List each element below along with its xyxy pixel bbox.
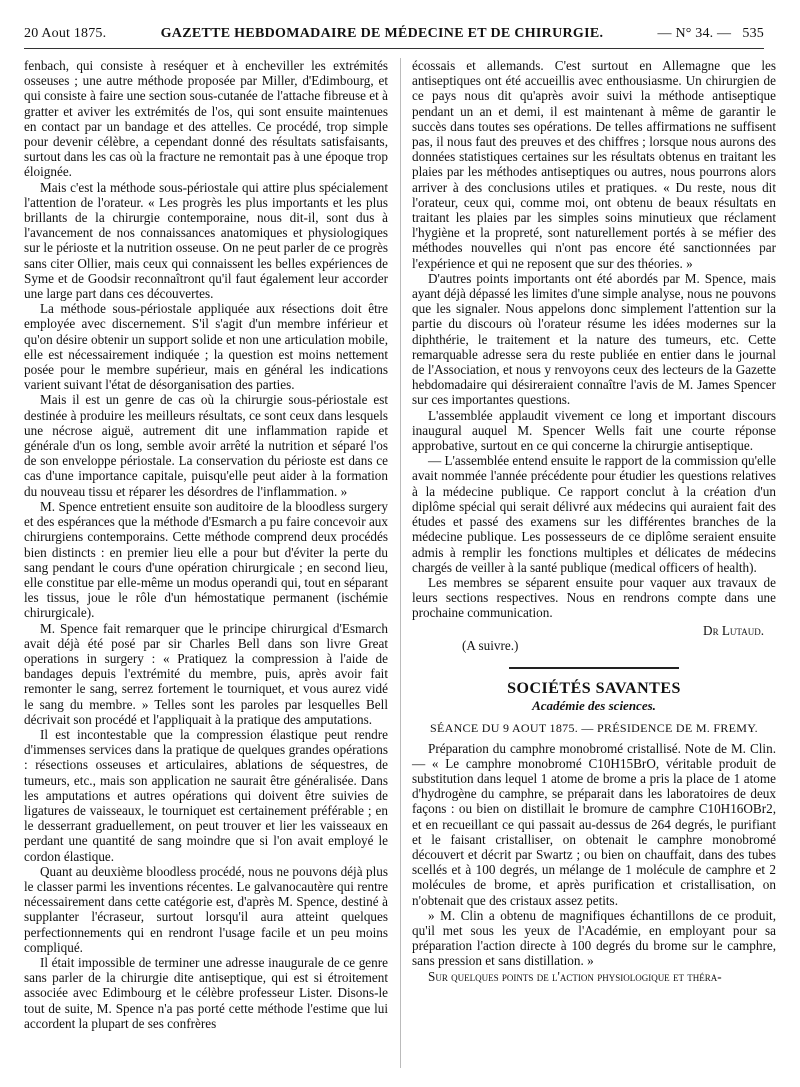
to-be-continued: (A suivre.) (462, 637, 519, 653)
running-header (24, 26, 764, 46)
paragraph: écossais et allemands. C'est surtout en Allemagne que les antiseptiques ont été accueillis avec enthousiasme. Un chirurgien de ce pays nous dit qu'après avoir suivi la méthode antiseptique pendant un an et demi, il est maintenant à même de garantir le succès dans toutes ses opérations. De telles affirmations ne suffisent pas, il nous faut des preuves et des chiffres ; lorsque nous aurons des données statistiques certaines sur les résultats obtenus en traitant les plaies par les méthodes antiseptiques ou autres, nous pourrons alors arriver à des conclusions utiles et pratiques. « Du reste, nous dit l'orateur, ceux qui, comme moi, ont obtenu de beaux résultats en traitant les plaies par les simples soins minutieux que réclament l'hygiène et la propreté, sont naturellement portés à se méfier des méthodes nouvelles qui n'ont pas encore été sanctionnées par l'expérience et qui ne reposent que sur des théories. » (412, 58, 776, 271)
journal-title: GAZETTE HEBDOMADAIRE DE MÉDECINE ET DE CHIRURGIE. (160, 26, 604, 41)
page-number: 535 (742, 26, 764, 41)
paragraph: — L'assemblée entend ensuite le rapport de la commission qu'elle avait nommée l'année précédente pour étudier les questions relatives à la médecine publique. Ce rapport conclut à la création d'un diplôme spécial qui serait délivré aux médecins qui auraient fait des études et passé des examens sur les différentes branches de la médecine publique. Les possesseurs de ce diplôme seraient ensuite admis à remplir les fonctions multiples et délicates de médecins chargés de veiller à la santé publique (medical officers of health). (412, 453, 776, 575)
section-title: SOCIÉTÉS SAVANTES (507, 679, 681, 697)
paragraph: Mais c'est la méthode sous-périostale qui attire plus spécialement l'attention de l'orateur. « Les progrès les plus importants et les plus brillants de la chirurgie contemporaine, nous dit-il, sont dus à l'avancement de nos connaissances anatomiques et physiologiques sur le périoste et la nutrition osseuse. On ne peut parler de ce progrès sans citer Ollier, mais ceux qui connaissent les belles expériences de Syme et de Goodsir reconnaîtront qu'il faut également leur accorder une large part dans ces découvertes. (24, 179, 389, 302)
header-rule (24, 48, 764, 49)
author-signature: Dr Lutaud. (703, 622, 764, 638)
column-divider (400, 58, 401, 1068)
section-subtitle: Académie des sciences. (532, 698, 656, 714)
paragraph: M. Spence entretient ensuite son auditoire de la bloodless surgery et des espérances que la méthode d'Esmarch a pu faire concevoir aux chirurgiens contemporains. Cette méthode comprend deux procédés bien distincts : en premier lieu elle a pour but d'éviter la perte du sang pendant le cours d'une opération chirurgicale ; en second lieu, elle constitue par elle-même un modus operandi qui, tout en séparant les tissus, joue le rôle d'un hémostatique permanent (ischémie chirurgicale). (24, 498, 388, 621)
paragraph: Préparation du camphre monobromé cristallisé. Note de M. Clin. — « Le camphre monobromé C10H15BrO, véritable produit de substitution dans lequel 1 atome de brome a pris la place de 1 atome d'hydrogène du camphre, se préparait dans les laboratoires de deux façons : ou bien on distillait le bromure de camphre C10H16OBr2, et en recueillant ce qui passait au-dessus de 264 degrés, le purifiant et le faisant cristalliser, on obtenait le camphre monobromé découvert et décrit par Swartz ; ou bien on chauffait, dans des tubes scellés et à 100 degrés, un mélange de 1 molécule de camphre et 2 molécules de brome, et après purification et cristallisation, on n'obtenait que des cristaux assez petits. (412, 740, 776, 908)
paragraph: La méthode sous-périostale appliquée aux résections doit être employée avec discernement. S'il s'agit d'un membre inférieur et qu'on désire obtenir un support solide et non une articulation mobile, elle est nécessairement indiquée ; la question est moins nettement posée pour le membre supérieur, mais en général les indications varient suivant l'état de désorganisation des parties. (24, 301, 388, 393)
paragraph: Les membres se séparent ensuite pour vaquer aux travaux de leurs sections respectives. Nous en rendrons compte dans une prochaine communication. (412, 574, 776, 621)
paragraph: » M. Clin a obtenu de magnifiques échantillons de ce produit, qu'il met sous les yeux de l'Académie, en employant pour sa préparation l'action directe à 100 degrés du brome sur le camphre, sans pression et sans distillation. » (412, 907, 776, 969)
paragraph: D'autres points importants ont été abordés par M. Spence, mais ayant déjà dépassé les limites d'une simple analyse, nous ne pouvons que les signaler. Nous appelons donc simplement l'attention sur la partie du discours où l'orateur résume les idées modernes sur la diphthérie, le traitement et la nature des tumeurs, etc. Cette remarquable adresse sera du reste publiée en entier dans le journal de l'Association, et nous y renvoyons ceux des lecteurs de la Gazette hebdomadaire qui désireraient connaître l'avis de M. James Spencer sur ces importantes questions. (412, 270, 776, 408)
section-separator (509, 667, 679, 669)
paragraph: Sur quelques points de l'action physiologique et théra- (428, 968, 722, 984)
paragraph: L'assemblée applaudit vivement ce long et important discours inaugural auquel M. Spencer Wells fait une courte réponse approbative, surtout en ce qui concerne la chirurgie antiseptique. (412, 407, 776, 454)
paragraph: Quant au deuxième bloodless procédé, nous ne pouvons déjà plus le classer parmi les inventions récentes. Le galvanocautère qui rentre nécessairement dans cette catégorie est, d'après M. Spence, destiné à supplanter l'écraseur, surtout lorsqu'il aura atteint quelques perfectionnements qui en rendront l'usage facile et un peu moins compliqué. (24, 863, 388, 955)
paragraph: Mais il est un genre de cas où la chirurgie sous-périostale est destinée à produire les meilleurs résultats, ce sont ceux dans lesquels une nécrose aiguë, autrement dit une inflammation rapide et générale d'un os long, semble avoir arrêté la nutrition et séparé l'os de son enveloppe périostale. La conservation du périoste est dans ce cas d'une importance capitale, puisqu'elle peut aider à la formation du nouveau tissu et réparer les désordres de l'inflammation. » (24, 392, 388, 499)
issue-date: 20 Aout 1875. (24, 26, 107, 41)
paragraph: Il est incontestable que la compression élastique peut rendre d'immenses services dans la pratique de quelques grandes opérations : résections osseuses et articulaires, ablations de séquestres, de tumeurs, etc., mais son application ne saurait être généralisée. Dans les amputations et autres opérations qui doivent être suivies de ligatures de vaisseaux, le tourniquet est certainement préférable ; en le desserrant graduellement, on peut trouver et lier les vaisseaux en perdant une quantité de sang moindre que si l'on avait employé le cordon élastique. (24, 726, 388, 864)
left-column (24, 58, 388, 1031)
right-column (412, 58, 776, 984)
session-heading: SÉANCE DU 9 AOUT 1875. — PRÉSIDENCE DE M. FREMY. (430, 721, 758, 736)
page-number-group (658, 26, 764, 42)
issue-number: — N° 34. — (657, 26, 732, 41)
paragraph: Il était impossible de terminer une adresse inaugurale de ce genre sans parler de la chirurgie dite antiseptique, qui est si étroitement associée avec Edimbourg et le célèbre professeur Lister. Disons-le tout de suite, M. Spence n'a pas porté cette méthode l'estime que lui accordent la plupart de ses confrères (24, 954, 388, 1031)
paragraph: M. Spence fait remarquer que le principe chirurgical d'Esmarch avait déjà été posé par sir Charles Bell dans son livre Great operations in surgery : « Pratiquez la compression à l'aide de bandages depuis l'extrémité du membre, puis, après avoir fait remonter le sang, serrez fortement le tourniquet, et vous aurez vidé le sang du membre. » Telles sont les paroles par lesquelles Bell décrivait son procédé et l'appliquait à la pratique des amputations. (24, 620, 388, 727)
paragraph: fenbach, qui consiste à reséquer et à encheviller les extrémités osseuses ; une autre méthode proposée par Miller, d'Edimbourg, et qui consiste à faire une section sous-cutanée de l'attache fibreuse et à gratter et aviver les extrémités de l'os, qui sont ensuite maintenues en contact par un bandage et des attelles. Ce procédé, trop simple pour devenir célèbre, a cependant donné des résultats satisfaisants, surtout dans les cas où la fracture ne remontait pas à une époque trop éloignée. (24, 58, 388, 180)
